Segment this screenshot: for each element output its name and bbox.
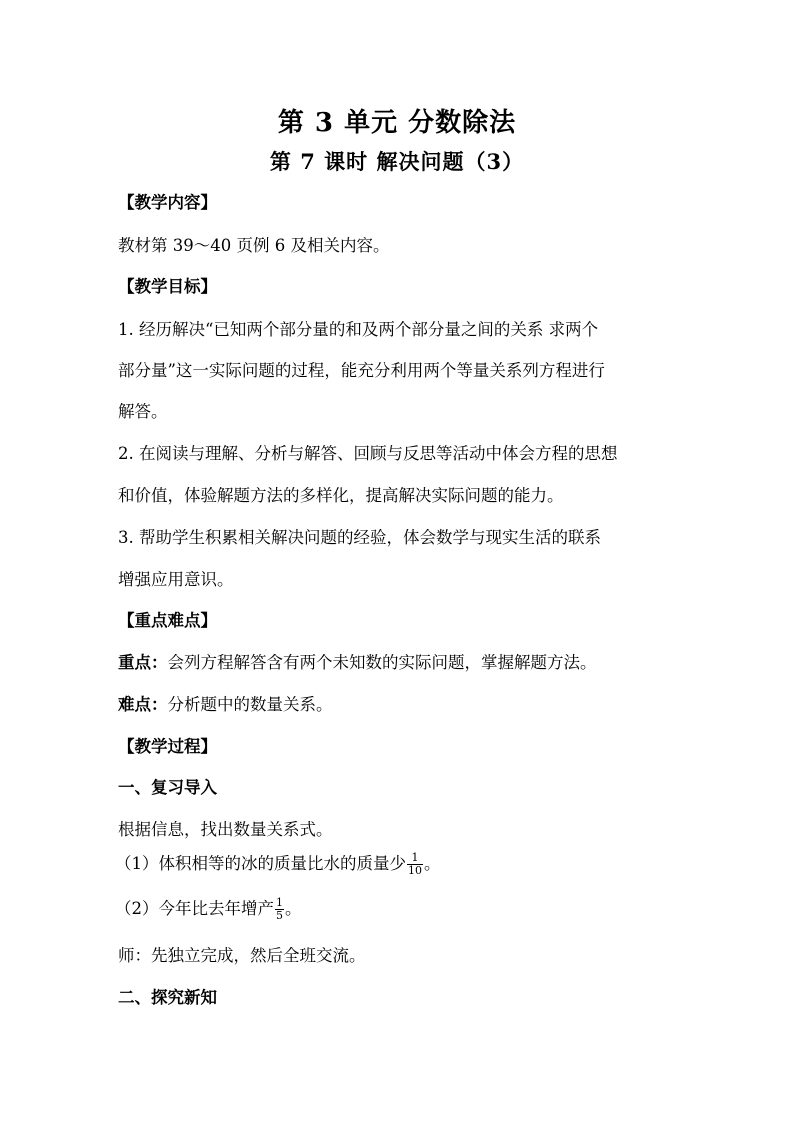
- content-heading: 【教学内容】: [118, 193, 217, 212]
- fraction-numerator: 1: [276, 896, 283, 909]
- fraction-one-fifth: [275, 897, 284, 922]
- goal3-line1: 3. 帮助学生积累相关解决问题的经验，体会数学与现实生活的联系: [118, 528, 601, 547]
- content-text: 教材第 39～40 页例 6 及相关内容。: [118, 236, 390, 255]
- part1-heading: 一、复习导入: [118, 778, 217, 797]
- fraction-denominator: 10: [408, 864, 422, 877]
- fraction-denominator: 5: [276, 909, 283, 922]
- key-point-line: [118, 649, 597, 673]
- difficulty-label: 难点：: [118, 695, 168, 714]
- goal1-line3: 解答。: [118, 402, 168, 421]
- fraction-numerator: 1: [407, 852, 423, 865]
- review-item-1-text: （1）体积相等的冰的质量比水的质量少: [115, 854, 406, 873]
- key-point-label: 重点：: [118, 653, 168, 672]
- review-item-1: [115, 850, 441, 877]
- page-subtitle: 第 7 课时 解决问题（3）: [269, 149, 525, 174]
- review-item-1-end: 。: [424, 854, 441, 873]
- key-point-text: 会列方程解答含有两个未知数的实际问题，掌握解题方法。: [167, 653, 597, 672]
- goal2-line2: 和价值，体验解题方法的多样化，提高解决实际问题的能力。: [118, 486, 564, 505]
- difficulty-text: 分析题中的数量关系。: [167, 695, 333, 714]
- goal3-line2: 增强应用意识。: [118, 570, 234, 589]
- teacher-instruction: 师：先独立完成，然后全班交流。: [118, 946, 366, 965]
- part2-heading: 二、探究新知: [118, 988, 217, 1007]
- difficulty-line: [118, 691, 333, 715]
- review-item-2-text: （2）今年比去年增产: [115, 899, 274, 918]
- goal1-line2: 部分量”这一实际问题的过程，能充分利用两个等量关系列方程进行: [118, 361, 605, 380]
- goal2-line1: 2. 在阅读与理解、分析与解答、回顾与反思等活动中体会方程的思想: [118, 444, 618, 463]
- fraction-one-tenth: [407, 852, 423, 877]
- process-heading: 【教学过程】: [118, 737, 217, 756]
- key-points-heading: 【重点难点】: [118, 611, 217, 630]
- page-title: 第 3 单元 分数除法: [277, 108, 517, 138]
- part1-intro: 根据信息，找出数量关系式。: [118, 820, 333, 839]
- goals-heading: 【教学目标】: [118, 277, 217, 296]
- review-item-2: [115, 895, 302, 922]
- goal1-line1: 1. 经历解决“已知两个部分量的和及两个部分量之间的关系 求两个: [118, 320, 599, 339]
- review-item-2-end: 。: [285, 899, 302, 918]
